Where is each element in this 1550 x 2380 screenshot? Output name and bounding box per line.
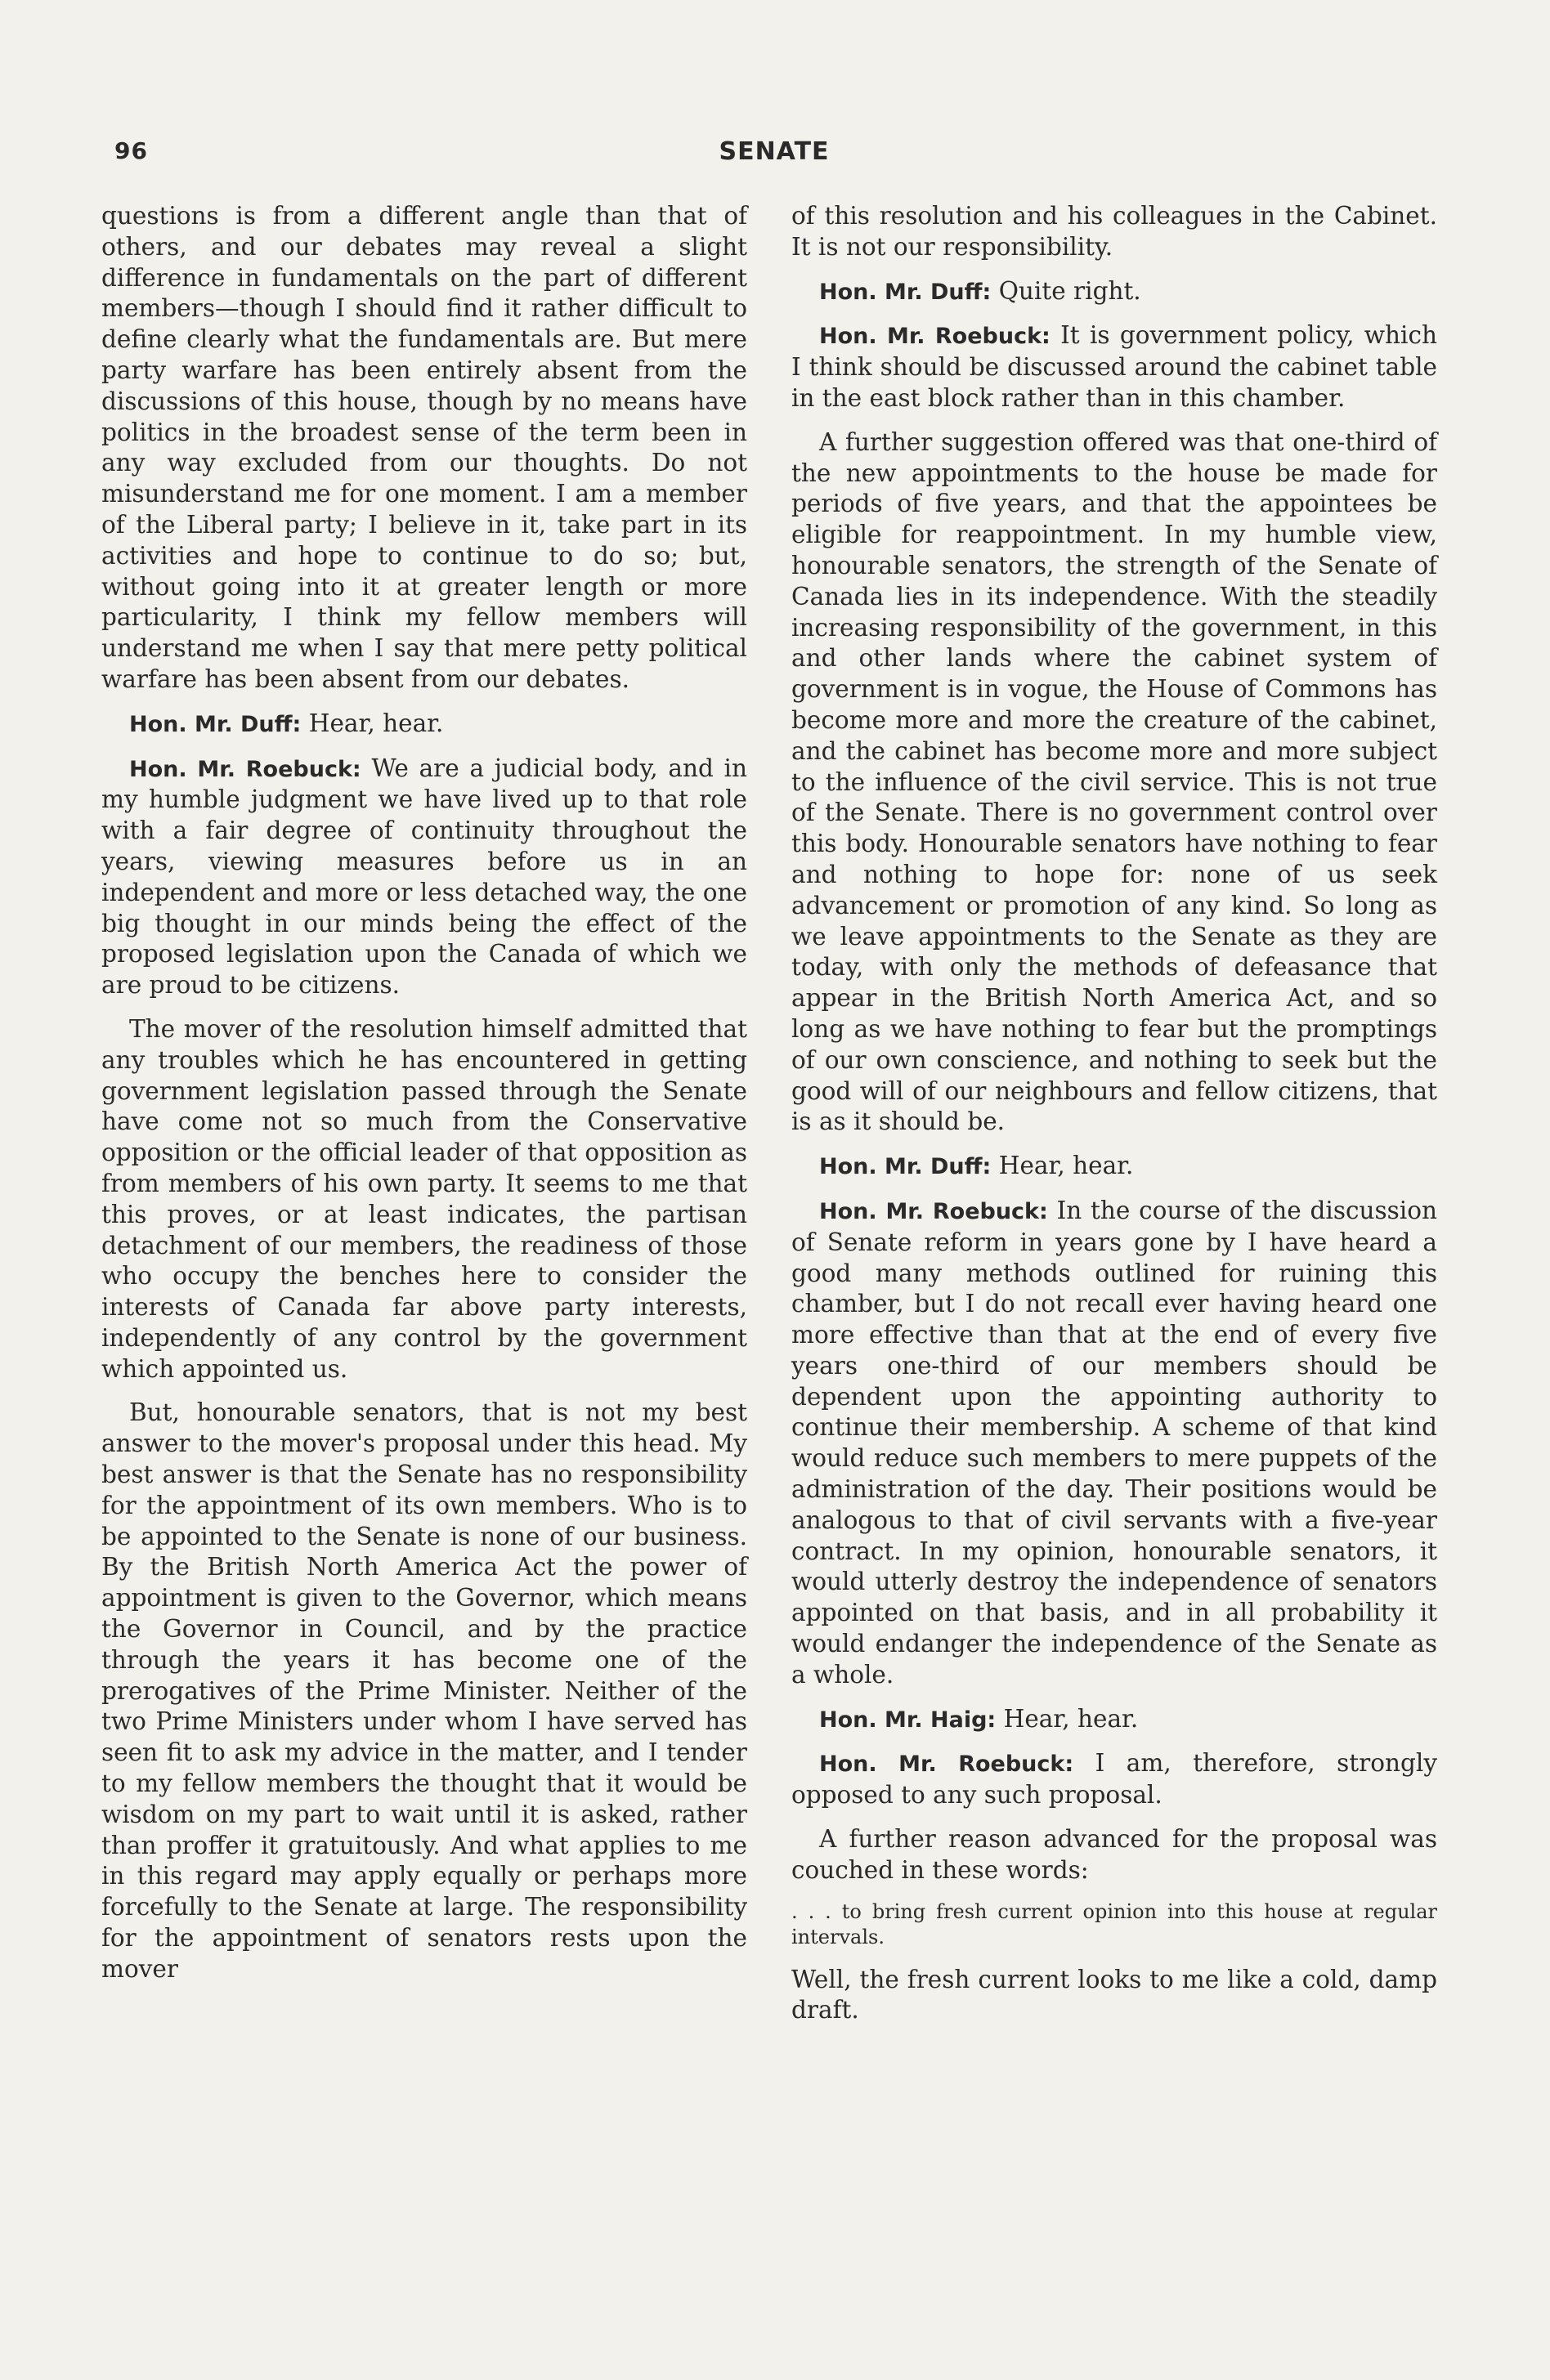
block-quote: . . . to bring fresh current opinion into this house at regular intervals. (791, 1899, 1437, 1948)
speaker-name: Hon. Mr. Roebuck: (819, 324, 1051, 350)
paragraph (101, 1398, 747, 1984)
speech-text: In the course of the discussion of Senate reform in years gone by I have heard a good many methods outlined for ruining this chamber, but I do not recall ever having heard one more effective than that at the end of every five years one-third of our members should be dependent upon the appointing authority to continue their membership. A scheme of that kind would reduce such members to mere puppets of the administration of the day. Their positions would be analogous to that of civil servants with a five-year contract. In my opinion, honourable senators, it would utterly destroy the independence of senators appointed on that basis, and in all probability it would endanger the independence of the Senate as a whole. (791, 1196, 1437, 1689)
speech-text: Hear, hear. (308, 709, 444, 737)
paragraph-text: A further reason advanced for the proposal was couched in these words: (791, 1825, 1437, 1884)
speech (791, 1196, 1437, 1691)
paragraph-text: But, honourable senators, that is not my best answer to the mover's proposal under this head. My best answer is that the Senate has no responsibility for the appointment of its own members. Who is to be appointed to the Senate is none of our business. By the British North America Act the power of appointment is given to the Governor, which means the Governor in Council, and by the practice through the years it has become one of the prerogatives of the Prime Minister. Neither of the two Prime Ministers under whom I have served has seen fit to ask my advice in the matter, and I tender to my fellow members the thought that it would be wisdom on my part to wait until it is asked, rather than proffer it gratuitously. And what applies to me in this regard may apply equally or perhaps more forcefully to the Senate at large. The responsibility for the appointment of senators rests upon the mover (101, 1398, 747, 1983)
paragraph (791, 1824, 1437, 1886)
speech (791, 276, 1437, 308)
speech (791, 1151, 1437, 1183)
left-column (101, 201, 747, 1998)
speech-text: I am, therefore, strongly opposed to any such proposal. (791, 1749, 1437, 1810)
paragraph-text: The mover of the resolution himself admitted that any troubles which he has encountered in getting government legislation passed through the Senate have come not so much from the Conservative opposition or the official leader of that opposition as from members of his own party. It seems to me that this proves, or at least indicates, the partisan detachment of our members, the readiness of those who occupy the benches here to consider the interests of Canada far above party interests, independently of any control by the government which appointed us. (101, 1014, 747, 1383)
speaker-name: Hon. Mr. Roebuck: (129, 756, 361, 782)
paragraph-text: A further suggestion offered was that one-third of the new appointments to the house be made for periods of five years, and that the appointees be eligible for reappointment. In my humble view, honourable senators, the strength of the Senate of Canada lies in its independence. With the steadily increasing responsibility of the government, in this and other lands where the cabinet system of government is in vogue, the House of Commons has become more and more the creature of the cabinet, and the cabinet has become more and more subject to the influence of the civil service. This is not true of the Senate. There is no government control over this body. Honourable senators have nothing to fear and nothing to hope for: none of us seek advancement or promotion of any kind. So long as we leave appointments to the Senate as they are today, with only the methods of defeasance that appear in the British North America Act, and so long as we have nothing to fear but the promptings of our own conscience, and nothing to seek but the good will of our neighbours and fellow citizens, that is as it should be. (791, 427, 1437, 1136)
speaker-name: Hon. Mr. Duff: (819, 1154, 992, 1180)
speech (101, 754, 747, 1001)
speaker-name: Hon. Mr. Duff: (129, 711, 302, 737)
speech-text: Hear, hear. (998, 1152, 1134, 1180)
speech (791, 1704, 1437, 1736)
right-column (791, 201, 1437, 2039)
speaker-name: Hon. Mr. Haig: (819, 1707, 997, 1733)
speech-text: Hear, hear. (1003, 1704, 1139, 1733)
speaker-name: Hon. Mr. Duff: (819, 279, 992, 305)
paragraph (791, 427, 1437, 1138)
speaker-name: Hon. Mr. Roebuck: (819, 1751, 1074, 1778)
speech-text: It is government policy, which I think should be discussed around the cabinet table in the east block rather than in this chamber. (791, 321, 1437, 412)
speech-text: Quite right. (998, 276, 1141, 305)
paragraph (791, 201, 1437, 263)
speech-text: We are a judicial body, and in my humble judgment we have lived up to that role with a fair degree of continuity throughout the years, viewing measures before us in an independent and more or less detached way, the one big thought in our minds being the effect of the proposed legislation upon the Canada of which we are proud to be citizens. (101, 754, 747, 1000)
page-number: 96 (114, 137, 148, 164)
speech (791, 1748, 1437, 1811)
speaker-name: Hon. Mr. Roebuck: (819, 1198, 1048, 1224)
running-head-title: SENATE (719, 137, 830, 166)
page-header (114, 137, 1434, 173)
speech (101, 709, 747, 740)
speech (791, 320, 1437, 414)
paragraph-text: of this resolution and his colleagues in the Cabinet. It is not our responsibility. (791, 202, 1437, 261)
closing-paragraph: Well, the fresh current looks to me like a cold, damp draft. (791, 1965, 1437, 2024)
paragraph (101, 1014, 747, 1385)
paragraph (101, 201, 747, 696)
paragraph-text: questions is from a different angle than that of others, and our debates may reveal a slight difference in fundamentals on the part of different members—though I should find it rather difficult to define clearly what the fundamentals are. But mere party warfare has been entirely absent from the discussions of this house, though by no means have politics in the broadest sense of the term been in any way excluded from our thoughts. Do not misunderstand me for one moment. I am a member of the Liberal party; I believe in it, take part in its activities and hope to continue to do so; but, without going into it at greater length or more particularity, I think my fellow members will understand me when I say that mere petty political warfare has been absent from our debates. (101, 202, 747, 693)
